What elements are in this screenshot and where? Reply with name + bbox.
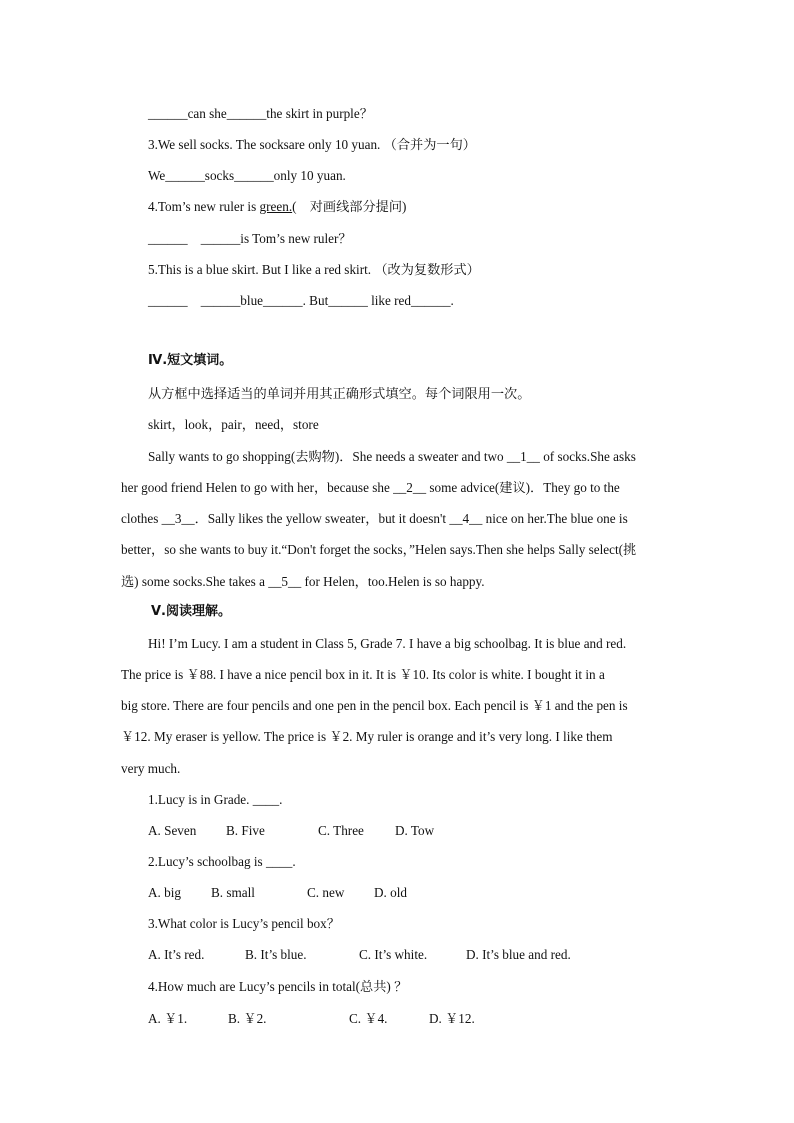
q4-prompt: [148, 199, 406, 215]
passage-line: Sally wants to go shopping(去购物)．She needs a sweater and two __1__ of socks.She asks: [148, 449, 636, 464]
question-stem: 2.Lucy’s schoolbag is ____.: [148, 854, 296, 869]
passage-line: 选) some socks.She takes a __5__ for Helen，too.Helen is so happy.: [121, 574, 485, 589]
q4-prompt-text: 4.Tom’s new ruler is: [148, 199, 260, 214]
option-d: D. It’s blue and red.: [466, 947, 571, 962]
q4-instruction: ( 对画线部分提问): [292, 199, 407, 214]
option-a: A. ￥1.: [148, 1011, 188, 1026]
option-c: C. Three: [318, 823, 364, 838]
section-4-instruction: 从方框中选择适当的单词并用其正确形式填空。每个词限用一次。: [148, 386, 531, 401]
reading-line: very much.: [121, 761, 181, 776]
q4-underlined-word: green.: [259, 199, 293, 214]
option-c: C. ￥4.: [349, 1011, 388, 1026]
option-b: B. It’s blue.: [245, 947, 307, 962]
q2-answer-line: ______can she______the skirt in purple？: [148, 106, 373, 121]
q5-answer-line: ______ ______blue______. But______ like red______.: [148, 293, 454, 308]
option-a: A. Seven: [148, 823, 197, 838]
reading-line: ￥12. My eraser is yellow. The price is ￥2. My ruler is orange and it’s very long. I like them: [121, 729, 613, 744]
passage-line: better，so she wants to buy it.“Don't forget the socks，”Helen says.Then she helps Sally select(挑: [121, 542, 637, 557]
option-d: D. Tow: [395, 823, 435, 838]
option-b: B. Five: [226, 823, 265, 838]
q3-answer-line: We______socks______only 10 yuan.: [148, 168, 346, 183]
option-d: D. ￥12.: [429, 1011, 475, 1026]
option-d: D. old: [374, 885, 407, 900]
option-b: B. ￥2.: [228, 1011, 267, 1026]
passage-line: her good friend Helen to go with her，because she __2__ some advice(建议)．They go to the: [121, 480, 620, 495]
question-stem: 4.How much are Lucy’s pencils in total(总共) ？: [148, 979, 408, 994]
option-b: B. small: [211, 885, 255, 900]
section-4-heading: Ⅳ.短文填词。: [148, 353, 233, 368]
q4-answer-line: ______ ______is Tom’s new ruler？: [148, 231, 352, 246]
word-bank: skirt，look，pair，need，store: [148, 417, 319, 432]
option-a: A. It’s red.: [148, 947, 205, 962]
question-stem: 3.What color is Lucy’s pencil box？: [148, 916, 340, 931]
reading-line: big store. There are four pencils and one pen in the pencil box. Each pencil is ￥1 and the pen is: [121, 698, 628, 713]
option-c: C. It’s white.: [359, 947, 428, 962]
q3-prompt: 3.We sell socks. The socksare only 10 yuan. （合并为一句）: [148, 137, 476, 152]
passage-line: clothes __3__．Sally likes the yellow sweater，but it doesn't __4__ nice on her.The blue one is: [121, 511, 628, 526]
option-c: C. new: [307, 885, 345, 900]
question-stem: 1.Lucy is in Grade. ____.: [148, 792, 283, 807]
q5-prompt: 5.This is a blue skirt. But I like a red skirt. （改为复数形式）: [148, 262, 480, 277]
option-a: A. big: [148, 885, 181, 900]
section-5-heading: Ⅴ.阅读理解。: [151, 604, 231, 619]
reading-line: The price is ￥88. I have a nice pencil box in it. It is ￥10. Its color is white. I bought it in a: [121, 667, 605, 682]
reading-line: Hi! I’m Lucy. I am a student in Class 5, Grade 7. I have a big schoolbag. It is blue and red.: [148, 636, 627, 651]
